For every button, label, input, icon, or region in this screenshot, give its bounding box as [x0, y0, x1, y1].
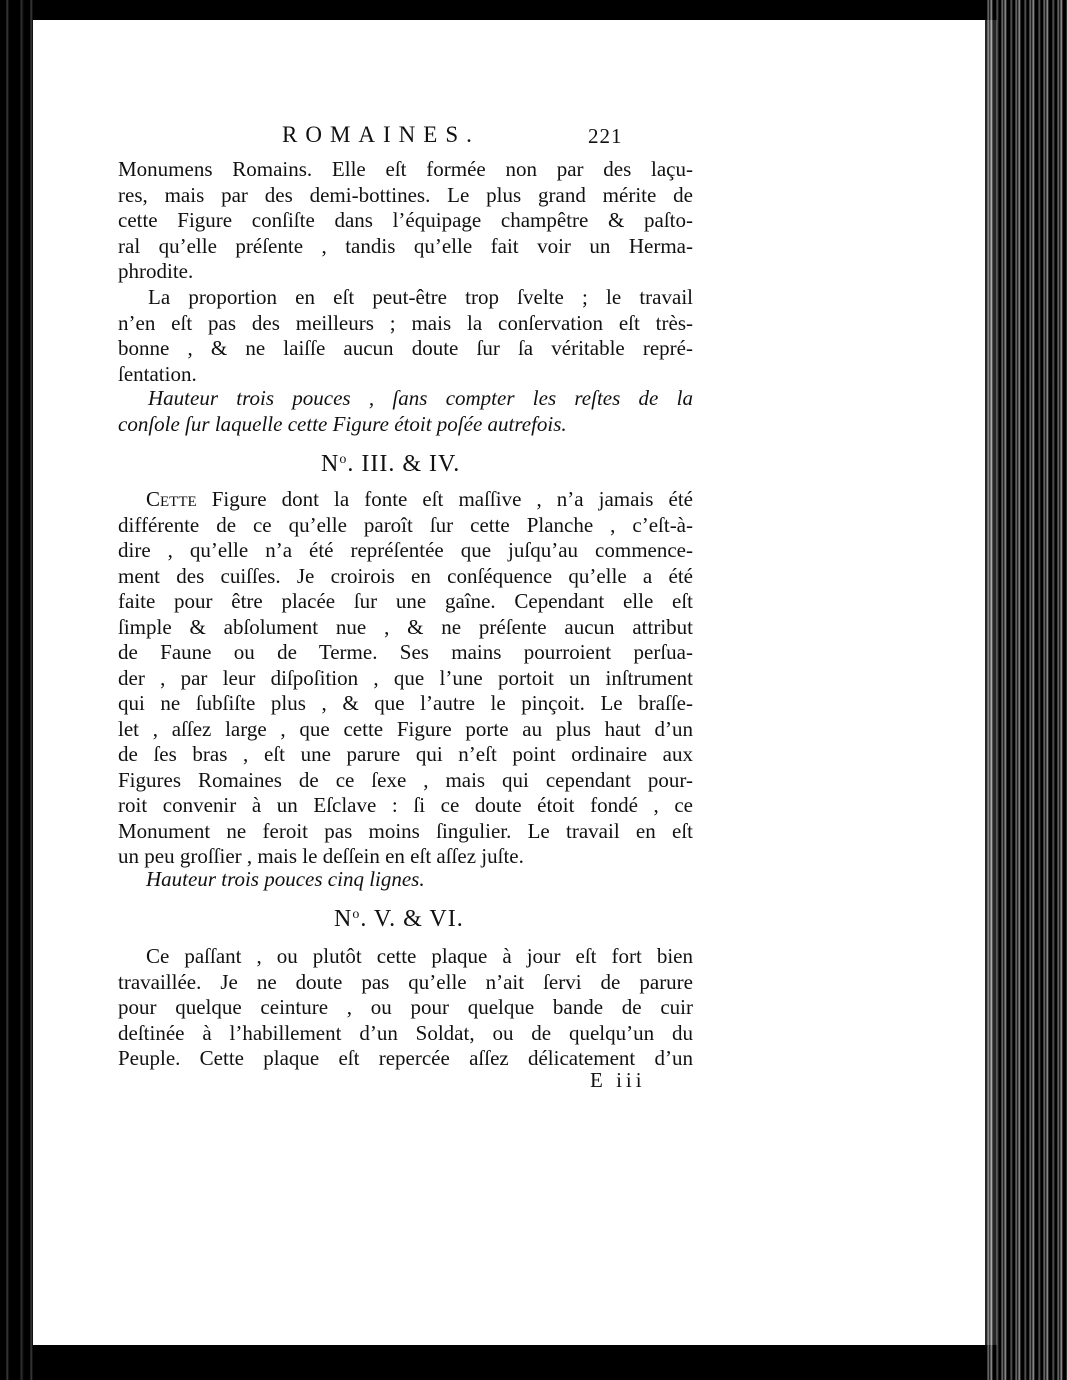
text-line: let , aſſez large , que cette Figure porte au plus haut d’un: [118, 717, 693, 741]
running-title: ROMAINES.: [282, 122, 480, 147]
italic-note: conſole ſur laquelle cette Figure étoit poſée autrefois.: [118, 412, 567, 436]
signature-mark: E iii: [590, 1068, 646, 1092]
left-scan-border: [0, 0, 34, 1380]
text-line: de ſes bras , eſt une parure qui n’eſt point ordinaire aux: [118, 742, 693, 766]
text-line: ment des cuiſſes. Je croirois en conſéquence qu’elle a été: [118, 564, 693, 588]
text-line: qui ne ſubſiſte plus , & que l’autre le pinçoit. Le braſſe-: [118, 691, 693, 715]
text-line: différente de ce qu’elle paroît ſur cette Planche , c’eſt-à-: [118, 513, 693, 537]
text-line: Peuple. Cette plaque eſt repercée aſſez délicatement d’un: [118, 1046, 693, 1070]
page-number: 221: [588, 124, 623, 148]
text-line: Cette Figure dont la fonte eſt maſſive , n’a jamais été: [146, 487, 693, 511]
text-line: dire , qu’elle n’a été repréſentée que juſqu’au commence-: [118, 538, 693, 562]
text-line: ſentation.: [118, 362, 197, 386]
text-line: ſimple & abſolument nue , & ne préſente aucun attribut: [118, 615, 693, 639]
text-line: res, mais par des demi-bottines. Le plus grand mérite de: [118, 183, 693, 207]
text-line: roit convenir à un Eſclave : ſi ce doute étoit fondé , ce: [118, 793, 693, 817]
text-line: ral qu’elle préſente , tandis qu’elle fait voir un Herma-: [118, 234, 693, 258]
text-line: Ce paſſant , ou plutôt cette plaque à jour eſt fort bien: [146, 944, 693, 968]
text-line: Monumens Romains. Elle eſt formée non par des laçu-: [118, 157, 693, 181]
text-line: La proportion en eſt peut-être trop ſvelte ; le travail: [148, 285, 693, 309]
text-line: Monument ne feroit pas moins ſingulier. Le travail en eſt: [118, 819, 693, 843]
text-line: bonne , & ne laiſſe aucun doute ſur ſa véritable repré-: [118, 336, 693, 360]
text-line: n’en eſt pas des meilleurs ; mais la conſervation eſt très-: [118, 311, 693, 335]
text-line: travaillée. Je ne doute pas qu’elle n’ait ſervi de parure: [118, 970, 693, 994]
text-line: der , par leur diſpoſition , que l’une portoit un inſtrument: [118, 666, 693, 690]
text-line: un peu groſſier , mais le deſſein en eſt aſſez juſte.: [118, 844, 524, 868]
text-line: cette Figure conſiſte dans l’équipage champêtre & paſto-: [118, 208, 693, 232]
text-line: de Faune ou de Terme. Ses mains pourroient perſua-: [118, 640, 693, 664]
section-heading: $N^o$. III. & IV.: [321, 451, 461, 477]
text-line: deſtinée à l’habillement d’un Soldat, ou de quelqu’un du: [118, 1021, 693, 1045]
body-text: [118, 0, 693, 1380]
text-line: faite pour être placée ſur une gaîne. Cependant elle eſt: [118, 589, 693, 613]
italic-note: Hauteur trois pouces , ſans compter les reſtes de la: [148, 386, 693, 410]
text-line: pour quelque ceinture , ou pour quelque bande de cuir: [118, 995, 693, 1019]
italic-note: Hauteur trois pouces cinq lignes.: [146, 867, 425, 891]
page-fore-edge: [985, 0, 1067, 1380]
text-line: phrodite.: [118, 259, 194, 283]
text-line: Figures Romaines de ce ſexe , mais qui cependant pour-: [118, 768, 693, 792]
section-heading: $N^o$. V. & VI.: [334, 906, 464, 932]
